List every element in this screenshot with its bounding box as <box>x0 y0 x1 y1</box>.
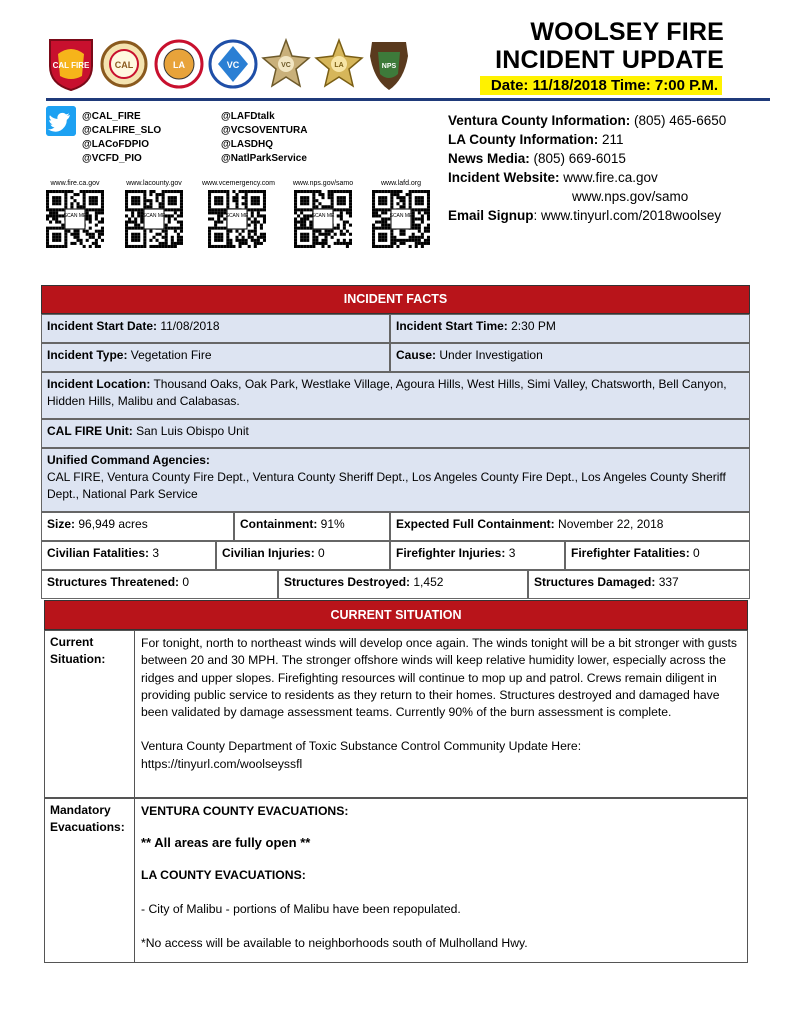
svg-text:VC: VC <box>226 60 240 70</box>
la-info-phone[interactable]: 211 <box>598 132 624 147</box>
containment-cell: Containment: 91% <box>234 512 390 541</box>
incident-facts-heading: INCIDENT FACTS <box>41 285 750 314</box>
header-divider <box>46 98 770 101</box>
svg-text:VC: VC <box>281 62 291 69</box>
social-handle[interactable]: @LACoFDPIO <box>82 139 149 150</box>
cal-fire-logo <box>46 36 96 92</box>
malibu-repopulated-text: - City of Malibu - portions of Malibu have been repopulated. <box>141 902 461 916</box>
mandatory-evacuations-label: Mandatory Evacuations: <box>44 798 135 963</box>
social-handles-col-1 <box>82 110 161 166</box>
social-handles-col-2 <box>221 110 307 166</box>
svg-text:SCAN ME: SCAN ME <box>389 213 413 219</box>
social-handle[interactable]: @LASDHQ <box>221 139 273 150</box>
nps-logo <box>364 36 414 92</box>
current-situation-label: Current Situation: <box>44 630 135 798</box>
la-sheriff-logo <box>314 36 364 92</box>
la-info-label: LA County Information: <box>448 132 599 147</box>
social-handle[interactable]: @VCFD_PIO <box>82 153 142 164</box>
unified-command-cell: Unified Command Agencies: CAL FIRE, Ventura County Fire Dept., Ventura County Sheriff Dept., Los Angeles County Fire Dept., Los Angeles County Sheriff Dept., National Park Service <box>41 448 750 512</box>
qr-code-icon[interactable] <box>294 190 352 248</box>
cal-fire-unit-cell: CAL FIRE Unit: San Luis Obispo Unit <box>41 419 750 448</box>
contact-info <box>448 111 726 225</box>
social-handle[interactable]: @LAFDtalk <box>221 111 275 122</box>
social-handle[interactable]: @CALFIRE_SLO <box>82 125 162 136</box>
expected-containment-cell: Expected Full Containment: November 22, 2018 <box>390 512 750 541</box>
start-time-cell: Incident Start Time: 2:30 PM <box>390 314 750 343</box>
size-cell: Size: 96,949 acres <box>41 512 234 541</box>
qr-caption: www.vcemergency.com <box>202 180 276 187</box>
qr-caption: www.lafd.org <box>380 180 422 187</box>
current-situation-heading: CURRENT SITUATION <box>44 600 748 630</box>
qr-caption: www.fire.ca.gov <box>50 180 100 187</box>
civilian-injuries-cell: Civilian Injuries: 0 <box>216 541 390 570</box>
qr-code-icon[interactable] <box>372 190 430 248</box>
social-handle[interactable]: @NatlParkService <box>221 153 307 164</box>
incident-website-label: Incident Website: <box>448 170 560 185</box>
incident-location-cell: Incident Location: Thousand Oaks, Oak Park, Westlake Village, Agoura Hills, West Hills, Simi Valley, Chatsworth, Bell Canyon, Hidden Hills, Malibu and Calabasas. <box>41 372 750 419</box>
svg-text:LA: LA <box>334 62 344 69</box>
mandatory-evacuations-body <box>134 798 748 963</box>
news-media-phone[interactable]: (805) 669-6015 <box>529 151 626 166</box>
title-line-1: WOOLSEY FIRE <box>530 18 724 46</box>
svg-text:SCAN ME: SCAN ME <box>225 213 249 219</box>
firefighter-fatalities-cell: Firefighter Fatalities: 0 <box>565 541 750 570</box>
svg-text:NPS: NPS <box>381 63 397 70</box>
svg-text:CAL: CAL <box>114 60 134 70</box>
structures-threatened-cell: Structures Threatened: 0 <box>41 570 278 599</box>
qr-code-icon[interactable] <box>208 190 266 248</box>
structures-destroyed-cell: Structures Destroyed: 1,452 <box>278 570 528 599</box>
svg-text:SCAN ME: SCAN ME <box>311 213 335 219</box>
mulholland-note: *No access will be available to neighborhoods south of Mulholland Hwy. <box>141 936 528 950</box>
dtsc-update-link[interactable]: https://tinyurl.com/woolseyssfl <box>141 756 303 771</box>
cause-cell: Cause: Under Investigation <box>390 343 750 372</box>
ventura-sheriff-logo <box>261 36 311 92</box>
agency-logos <box>46 36 416 96</box>
ventura-county-fire-logo <box>208 36 258 92</box>
news-media-label: News Media: <box>448 151 530 166</box>
date-time-banner: Date: 11/18/2018 Time: 7:00 P.M. <box>480 76 722 95</box>
incident-website-link[interactable]: www.fire.ca.gov <box>559 170 658 185</box>
civilian-fatalities-cell: Civilian Fatalities: 3 <box>41 541 216 570</box>
qr-caption: www.lacounty.gov <box>126 180 182 187</box>
incident-website-link-2[interactable]: www.nps.gov/samo <box>572 189 689 204</box>
svg-text:LA: LA <box>173 60 185 70</box>
qr-code-icon[interactable] <box>46 190 104 248</box>
ventura-evacuations-heading: VENTURA COUNTY EVACUATIONS: <box>141 804 349 818</box>
ventura-info-label: Ventura County Information: <box>448 113 631 128</box>
ventura-all-open: ** All areas are fully open ** <box>141 835 311 850</box>
svg-text:CAL FIRE: CAL FIRE <box>52 61 90 70</box>
la-county-fire-logo <box>154 36 204 92</box>
structures-damaged-cell: Structures Damaged: 337 <box>528 570 750 599</box>
svg-text:SCAN ME: SCAN ME <box>63 213 87 219</box>
email-signup-link[interactable]: : www.tinyurl.com/2018woolsey <box>533 208 722 223</box>
qr-caption: www.nps.gov/samo <box>292 180 354 187</box>
san-luis-obispo-logo <box>99 36 149 92</box>
current-situation-text: For tonight, north to northeast winds will develop once again. The winds tonight will be a bit stronger with gusts between 20 and 30 MPH. The stronger offshore winds will keep relative humidity lower, especially across the ridges and upper slopes. Firefighting resources will continue to mop up and patrol. Crews remain diligent in providing public service to residents as they return to their homes. Structures destroyed and damaged have been validated by damage assessment teams. Currently 90% of the burn assessment is complete. <box>141 636 737 720</box>
social-handle[interactable]: @VCSOVENTURA <box>221 125 308 136</box>
dtsc-update-text: Ventura County Department of Toxic Substance Control Community Update Here: <box>141 739 582 754</box>
svg-text:SCAN ME: SCAN ME <box>142 213 166 219</box>
twitter-icon <box>46 106 76 136</box>
start-date-cell: Incident Start Date: 11/08/2018 <box>41 314 390 343</box>
la-evacuations-heading: LA COUNTY EVACUATIONS: <box>141 868 306 882</box>
social-handle[interactable]: @CAL_FIRE <box>82 111 141 122</box>
title-line-2: INCIDENT UPDATE <box>495 46 724 74</box>
incident-type-cell: Incident Type: Vegetation Fire <box>41 343 390 372</box>
email-signup-label: Email Signup <box>448 208 534 223</box>
qr-code-icon[interactable] <box>125 190 183 248</box>
firefighter-injuries-cell: Firefighter Injuries: 3 <box>390 541 565 570</box>
current-situation-body <box>134 630 748 798</box>
ventura-info-phone[interactable]: (805) 465-6650 <box>630 113 727 128</box>
